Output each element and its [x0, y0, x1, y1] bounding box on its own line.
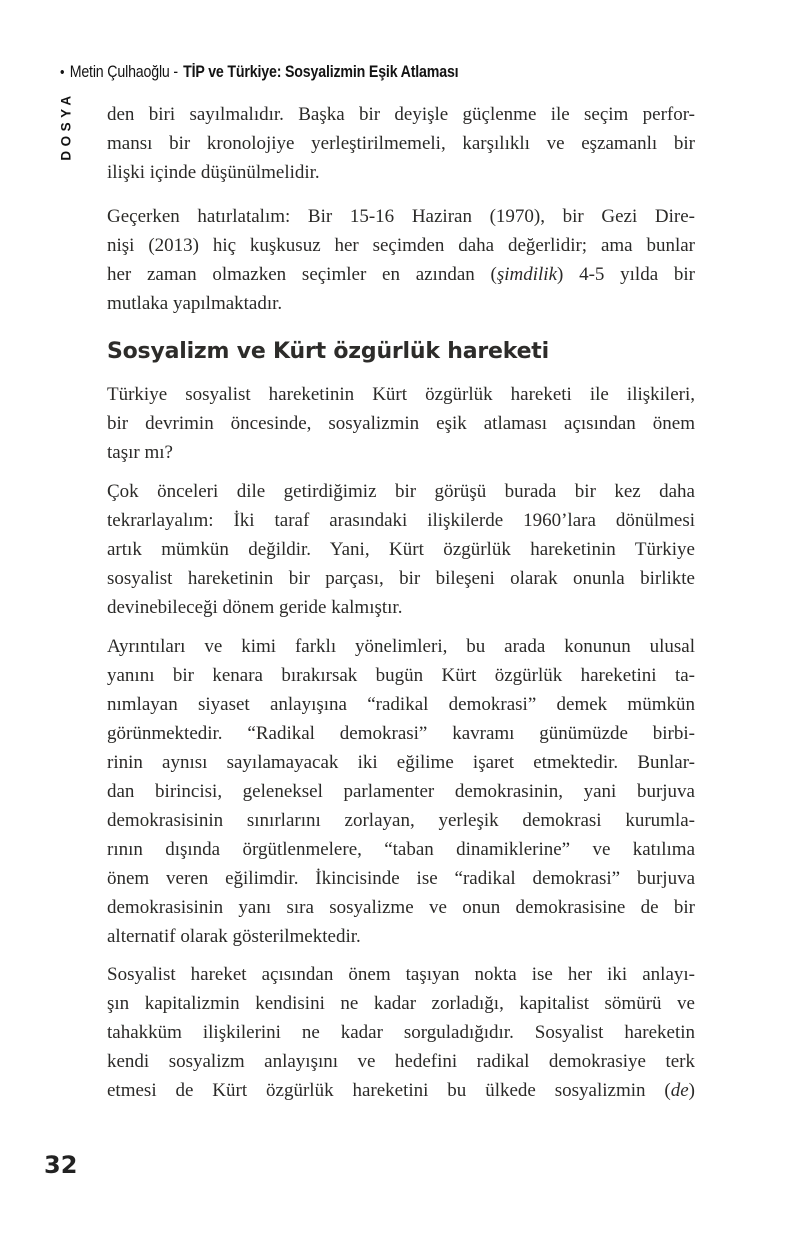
- text-line: Çok önceleri dile getirdiğimiz bir görüşü burada bir kez daha: [107, 481, 695, 502]
- text-line: nımlayan siyaset anlayışına “radikal demokrasi” demek mümkün: [107, 694, 695, 715]
- text-line: rinin aynısı sayılamayacak iki eğilime işaret etmektedir. Bunlar-: [107, 752, 695, 773]
- text-line: Geçerken hatırlatalım: Bir 15-16 Haziran (1970), bir Gezi Dire-: [107, 206, 695, 227]
- paragraph: [107, 477, 695, 622]
- side-label-dosya: DOSYA: [58, 91, 74, 161]
- text-line: yanını bir kenara bırakırsak bugün Kürt özgürlük hareketini ta-: [107, 665, 695, 686]
- text-line: den biri sayılmalıdır. Başka bir deyişle güçlenme ile seçim perfor-: [107, 104, 695, 125]
- text-line: sosyalist hareketinin bir parçası, bir bileşeni olarak onunla birlikte: [107, 568, 695, 589]
- text-line: alternatif olarak gösterilmektedir.: [107, 926, 361, 947]
- text-line: demokrasisinin sınırlarını zorlayan, yerleşik demokrasi kurumla-: [107, 810, 695, 831]
- text-line: nişi (2013) hiç kuşkusuz her seçimden daha değerlidir; ama bunlar: [107, 235, 695, 256]
- bullet-icon: •: [60, 64, 65, 81]
- header-author: Metin Çulhaoğlu -: [69, 63, 178, 81]
- paragraph: [107, 100, 695, 187]
- text-line: önem veren eğilimdir. İkincisinde ise “radikal demokrasi” burjuva: [107, 868, 695, 889]
- paragraph: [107, 960, 695, 1105]
- text-line: Sosyalist hareket açısından önem taşıyan nokta ise her iki anlayı-: [107, 964, 695, 985]
- text-line: demokrasisinin yanı sıra sosyalizme ve onun demokrasisine de bir: [107, 897, 695, 918]
- text-line: ilişki içinde düşünülmelidir.: [107, 162, 320, 183]
- text-line: etmesi de Kürt özgürlük hareketini bu ülkede sosyalizmin (de): [107, 1080, 695, 1101]
- text-line: rının dışında örgütlenmelere, “taban dinamiklerine” ve katılıma: [107, 839, 695, 860]
- text-line: mutlaka yapılmaktadır.: [107, 293, 283, 314]
- text-line: kendi sosyalizm anlayışını ve hedefini radikal demokrasiye terk: [107, 1051, 695, 1072]
- text-line: Türkiye sosyalist hareketinin Kürt özgürlük hareketi ile ilişkileri,: [107, 384, 695, 405]
- section-heading: Sosyalizm ve Kürt özgürlük hareketi: [107, 339, 549, 364]
- text-line: Ayrıntıları ve kimi farklı yönelimleri, bu arada konunun ulusal: [107, 636, 695, 657]
- text-line: görünmektedir. “Radikal demokrasi” kavramı günümüzde birbi-: [107, 723, 695, 744]
- text-line: devinebileceği dönem geride kalmıştır.: [107, 597, 403, 618]
- paragraph: [107, 380, 695, 467]
- running-header: [60, 63, 458, 82]
- paragraph: [107, 202, 695, 318]
- text-line: bir devrimin öncesinde, sosyalizmin eşik atlaması açısından önem: [107, 413, 695, 434]
- paragraph: [107, 632, 695, 951]
- text-line: mansı bir kronolojiye yerleştirilmemeli, karşılıklı ve eşzamanlı bir: [107, 133, 695, 154]
- text-line: artık mümkün değildir. Yani, Kürt özgürlük hareketinin Türkiye: [107, 539, 695, 560]
- page-number: 32: [44, 1151, 78, 1179]
- text-line: taşır mı?: [107, 442, 173, 463]
- header-book-title: TİP ve Türkiye: Sosyalizmin Eşik Atlaması: [183, 63, 459, 81]
- text-line: tahakküm ilişkilerini ne kadar sorguladığıdır. Sosyalist hareketin: [107, 1022, 695, 1043]
- text-line: şın kapitalizmin kendisini ne kadar zorladığı, kapitalist sömürü ve: [107, 993, 695, 1014]
- text-line: tekrarlayalım: İki taraf arasındaki ilişkilerde 1960’lara dönülmesi: [107, 510, 695, 531]
- text-line: her zaman olmazken seçimler en azından (şimdilik) 4-5 yılda bir: [107, 264, 695, 285]
- text-line: dan birincisi, geleneksel parlamenter demokrasinin, yani burjuva: [107, 781, 695, 802]
